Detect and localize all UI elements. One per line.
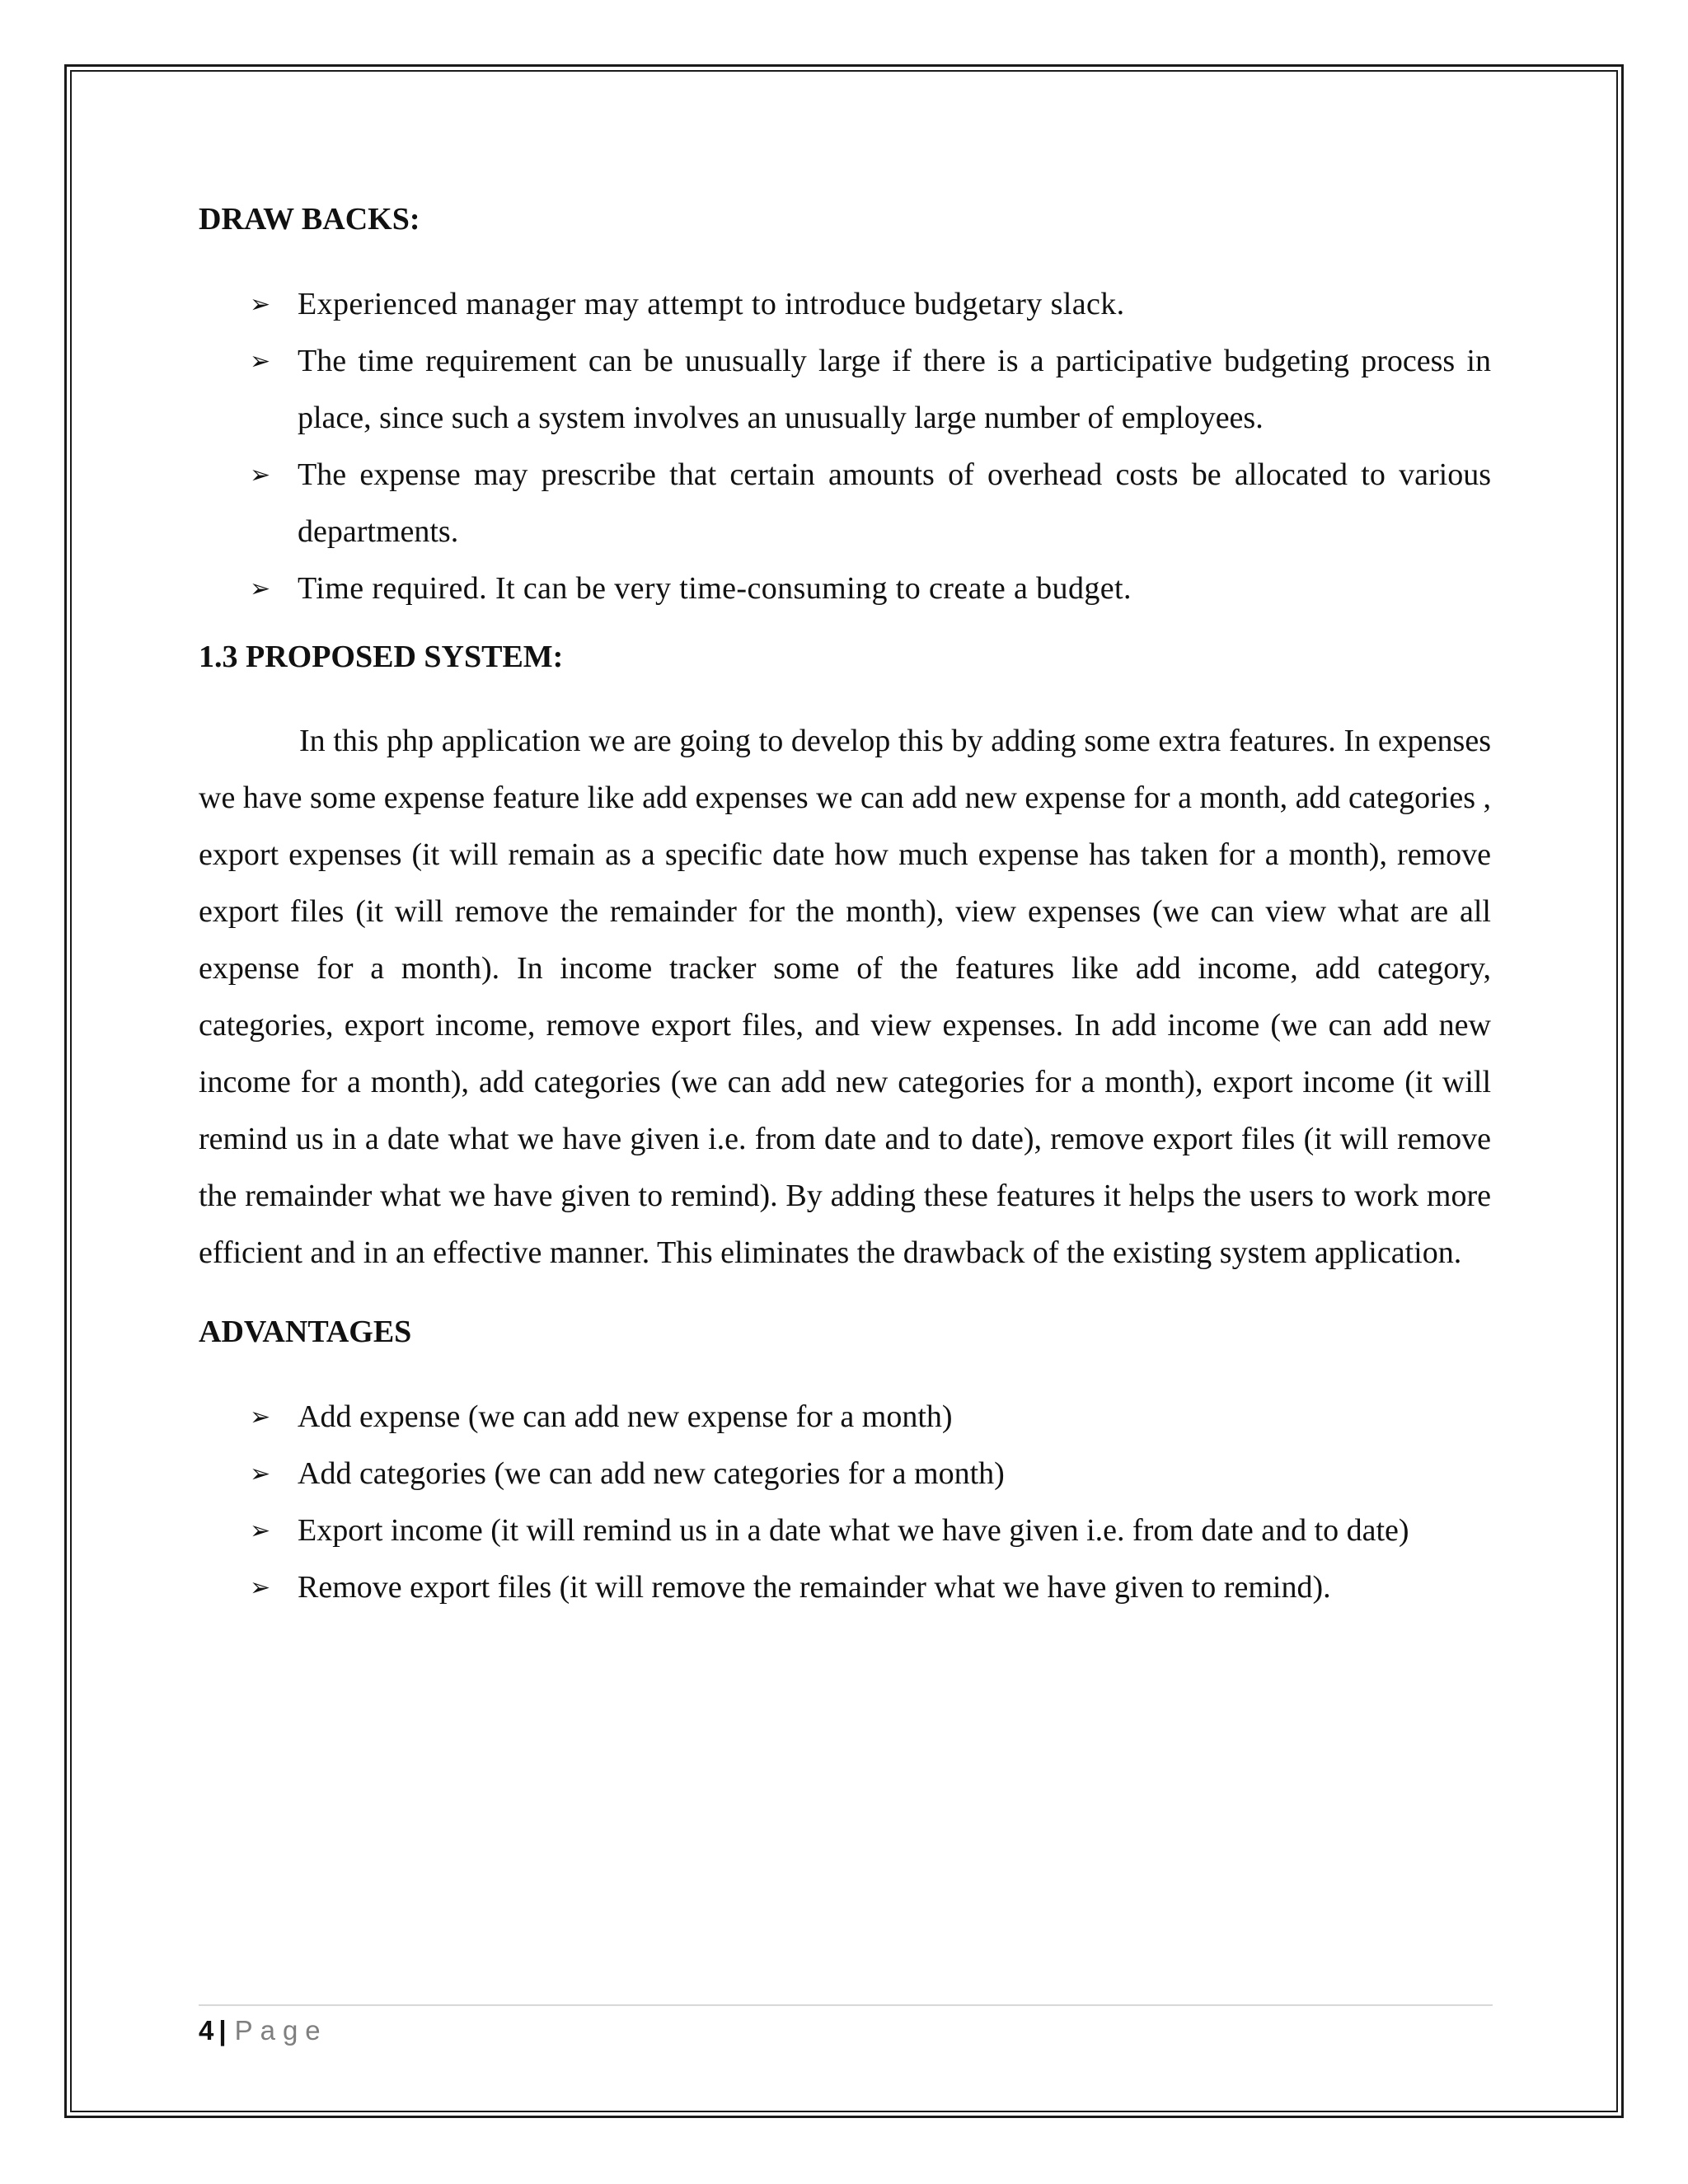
list-item-text: Time required. It can be very time-consuming to create a budget. [298,571,1132,606]
advantages-heading: ADVANTAGES [199,1315,412,1349]
list-item [199,276,1491,333]
arrowhead-bullet-icon: ➢ [250,1403,271,1432]
arrowhead-bullet-icon: ➢ [250,290,271,319]
list-item-text: Experienced manager may attempt to introduce budgetary slack. [298,287,1125,321]
list-item-text: Add categories (we can add new categories for a month) [298,1456,1005,1491]
drawbacks-heading: DRAW BACKS: [199,202,420,237]
list-item-text: Add expense (we can add new expense for a month) [298,1399,953,1434]
arrowhead-bullet-icon: ➢ [250,1460,271,1488]
list-item-text: The expense may prescribe that certain amounts of overhead costs be allocated to various departments. [298,457,1491,549]
page-content [199,198,1491,1616]
list-item [199,333,1491,447]
list-item-text: Remove export files (it will remove the remainder what we have given to remind). [298,1570,1331,1605]
page-number: 4 [199,2015,214,2046]
page-footer [199,2004,1493,2049]
arrowhead-bullet-icon: ➢ [250,574,271,603]
arrowhead-bullet-icon: ➢ [250,461,271,490]
proposed-system-paragraph: In this php application we are going to develop this by adding some extra features. In expenses we have some expense feature like add expenses we can add new expense for a month, add categories , export expenses (it will remain as a specific date how much expense has taken for a month), remove export files (it will remove the remainder for the month), view expenses (we can view what are all expense for a month). In income tracker some of the features like add income, add category, categories, export income, remove export files, and view expenses. In add income (we can add new income for a month), add categories (we can add new categories for a month), export income (it will remind us in a date what we have given i.e. from date and to date), remove export files (it will remove the remainder what we have given to remind). By adding these features it helps the users to work more efficient and in an effective manner. This eliminates the drawback of the existing system application. [199,724,1491,1270]
page-label: Page [234,2015,328,2046]
list-item [199,1389,1491,1446]
arrowhead-bullet-icon: ➢ [250,347,271,376]
list-item-text: Export income (it will remind us in a date what we have given i.e. from date and to date) [298,1513,1409,1548]
list-item [199,1502,1491,1559]
arrowhead-bullet-icon: ➢ [250,1516,271,1545]
footer-separator: | [218,2015,227,2046]
list-item-text: The time requirement can be unusually large if there is a participative budgeting process in place, since such a system involves an unusually large number of employees. [298,344,1491,435]
list-item [199,447,1491,560]
proposed-system-heading: 1.3 PROPOSED SYSTEM: [199,640,564,674]
advantages-list [199,1389,1491,1616]
list-item [199,560,1491,617]
arrowhead-bullet-icon: ➢ [250,1573,271,1602]
drawbacks-list [199,276,1491,617]
list-item [199,1559,1491,1616]
list-item [199,1446,1491,1502]
